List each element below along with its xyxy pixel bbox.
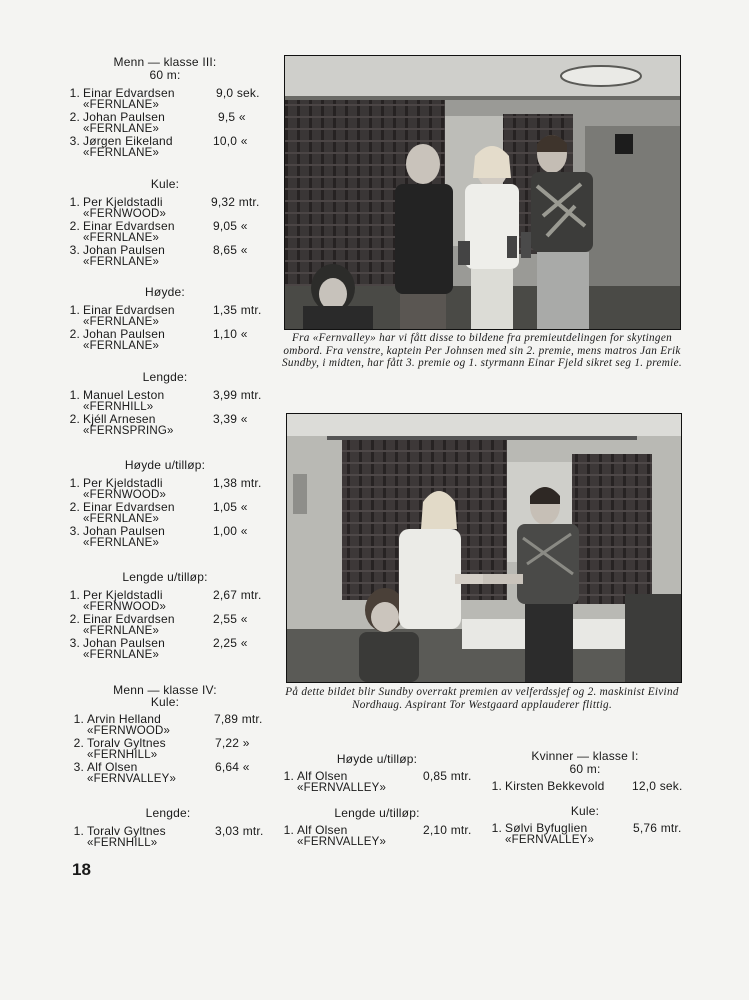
- heading-lengde-u-tillop: Lengde u/tilløp:: [122, 570, 208, 584]
- club-name: «FERNVALLEY»: [87, 773, 177, 785]
- club-name: «FERNWOOD»: [83, 601, 167, 613]
- heading-women-class-1: Kvinner — klasse I:: [531, 749, 639, 763]
- heading-lengde: Lengde:: [142, 370, 188, 384]
- heading-men-class-3: Menn — klasse III:: [113, 55, 217, 69]
- club-name: «FERNSPRING»: [83, 425, 174, 437]
- club-name: «FERNLANE»: [83, 256, 160, 268]
- club-name: «FERNWOOD»: [87, 725, 171, 737]
- heading-mid-hoyde-u-tillop: Høyde u/tilløp:: [336, 752, 418, 766]
- club-name: «FERNVALLEY»: [297, 836, 387, 848]
- club-name: «FERNLANE»: [83, 232, 160, 244]
- club-name: «FERNLANE»: [83, 513, 160, 525]
- club-name: «FERNLANE»: [83, 99, 160, 111]
- club-name: «FERNHILL»: [87, 749, 158, 761]
- club-name: «FERNLANE»: [83, 649, 160, 661]
- heading-class4-lengde: Lengde:: [145, 806, 191, 820]
- heading-women-kule: Kule:: [570, 804, 600, 818]
- club-name: «FERNLANE»: [83, 316, 160, 328]
- heading-women-60m: 60 m:: [569, 762, 601, 776]
- heading-kule: Kule:: [150, 177, 180, 191]
- photo-prize-ceremony-2: [286, 413, 682, 683]
- club-name: «FERNLANE»: [83, 147, 160, 159]
- heading-hoyde: Høyde:: [145, 285, 185, 299]
- club-name: «FERNLANE»: [83, 625, 160, 637]
- club-name: «FERNLANE»: [83, 537, 160, 549]
- club-name: «FERNLANE»: [83, 123, 160, 135]
- club-name: «FERNVALLEY»: [297, 782, 387, 794]
- club-name: «FERNWOOD»: [83, 489, 167, 501]
- heading-60m: 60 m:: [149, 68, 181, 82]
- club-name: «FERNWOOD»: [83, 208, 167, 220]
- page-number: 18: [72, 860, 91, 879]
- heading-hoyde-u-tillop: Høyde u/tilløp:: [124, 458, 206, 472]
- heading-class4-kule: Kule:: [150, 695, 180, 709]
- club-name: «FERNVALLEY»: [505, 834, 595, 846]
- club-name: «FERNLANE»: [83, 340, 160, 352]
- photo2-caption: På dette bildet blir Sundby overrakt premien av velferdssjef og 2. maskinist Eivind Nordhaug. Aspirant Tor Westgaard applauderer flittig.: [285, 686, 679, 711]
- club-name: «FERNHILL»: [83, 401, 154, 413]
- heading-men-class-4: Menn — klasse IV:: [113, 683, 217, 697]
- photo-prize-ceremony-1: [284, 55, 681, 330]
- photo1-caption: Fra «Fernvalley» har vi fått disse to bildene fra premieutdelingen for skytingen ombord. Fra venstre, kaptein Per Johnsen med sin 2. premie, mens matros Jan Erik Sundby, i midten, har fått 3. premie og 1. styrmann Einar Fjeld sikret seg 1. premie.: [282, 332, 682, 369]
- heading-mid-lengde-u-tillop: Lengde u/tilløp:: [334, 806, 420, 820]
- club-name: «FERNHILL»: [87, 837, 158, 849]
